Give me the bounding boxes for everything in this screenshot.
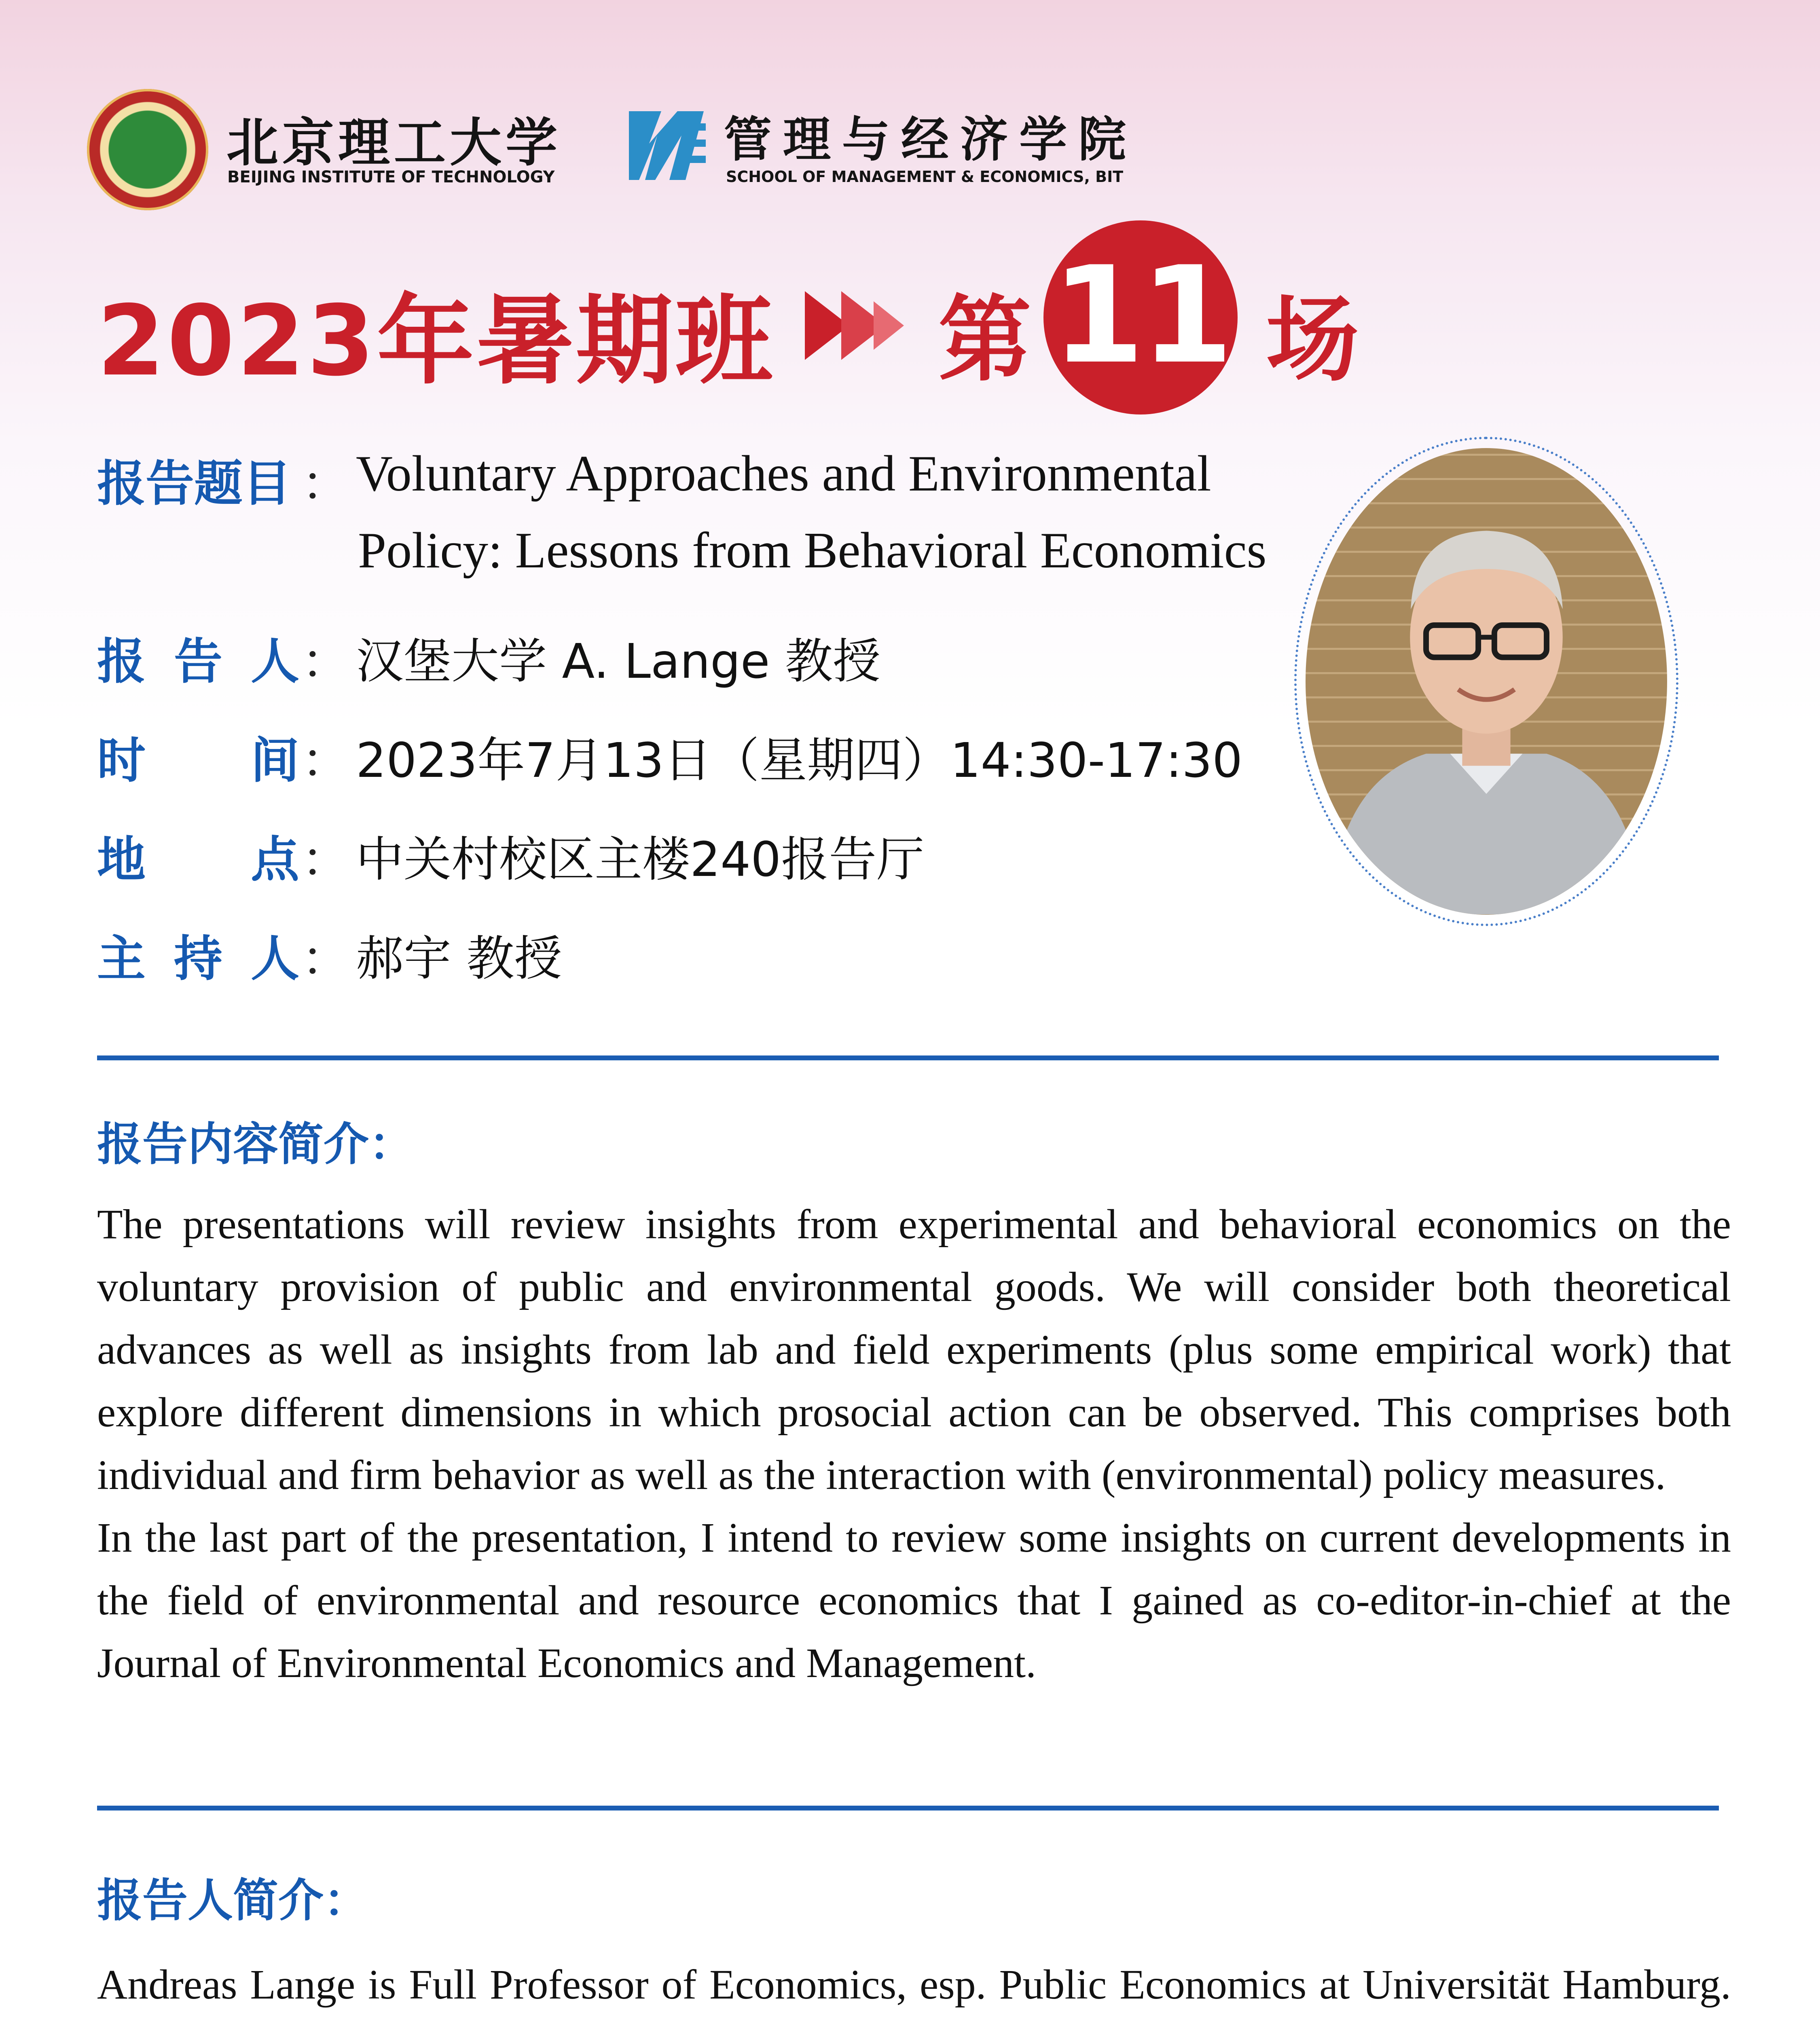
bio-title: 报告人简介：	[97, 1874, 369, 1927]
person-photo-icon	[1306, 448, 1667, 915]
bio-text	[97, 1953, 1731, 2022]
host-label	[97, 920, 299, 990]
time-colon: ：	[301, 733, 350, 789]
speaker-label-char: 报	[97, 634, 146, 690]
time-label	[97, 722, 299, 791]
time-label-char: 间	[251, 733, 299, 789]
school-name-cn: 管理与经济学院	[724, 111, 1138, 167]
abstract-paragraph-1: The presentations will review insights from experimental and behavioral economics on the voluntary provision of public and environmental goods. We will consider both theoretical advances as well as insights from lab and field experiments (plus some empirical work) that explore different dimensions in which prosocial action can be observed. This comprises both individual and firm behavior as well as the interaction with (environmental) policy measures.	[97, 1201, 1731, 1498]
program-title: 2023年暑期班	[97, 284, 775, 398]
arrow-right-icon	[805, 291, 910, 360]
host-label-char: 持	[174, 931, 222, 987]
host-label-char: 人	[251, 931, 299, 987]
host-label-char: 主	[97, 931, 146, 987]
topic-colon: ：	[301, 456, 350, 512]
speaker-label-char: 告	[174, 634, 222, 690]
bit-emblem-logo	[87, 89, 208, 210]
bio-paragraph: Andreas Lange is Full Professor of Economics, esp. Public Economics at Universität Hamburg.	[97, 1961, 1731, 2008]
abstract-text	[97, 1193, 1731, 1694]
session-number-badge: 11	[1043, 220, 1238, 415]
speaker-colon: ：	[301, 634, 350, 690]
bit-name-en: BEIJING INSTITUTE OF TECHNOLOGY	[227, 168, 555, 186]
host-value: 郝宇 教授	[356, 931, 562, 986]
school-name-en: SCHOOL OF MANAGEMENT & ECONOMICS, BIT	[726, 168, 1124, 186]
speaker-value: 汉堡大学 A. Lange 教授	[356, 633, 881, 689]
time-value: 2023年7月13日（星期四）14:30-17:30	[356, 732, 1243, 788]
place-colon: ：	[301, 832, 350, 888]
place-label-char: 地	[97, 832, 146, 888]
section-divider	[97, 1806, 1719, 1810]
topic-line-2: Policy: Lessons from Behavioral Economics	[358, 522, 1267, 579]
place-label-char: 点	[251, 832, 299, 888]
topic-label: 报告题目	[97, 456, 291, 512]
time-label-char: 时	[97, 733, 146, 789]
speaker-photo	[1306, 448, 1667, 915]
section-divider	[97, 1055, 1719, 1060]
bit-name-cn: 北京理工大学	[226, 112, 562, 173]
abstract-paragraph-2: In the last part of the presentation, I intend to review some insights on current developments in the field of environmental and resource economics that I gained as co-editor-in-chief at the Journal of Environmental Economics and Management.	[97, 1514, 1731, 1686]
abstract-title: 报告内容简介：	[97, 1118, 414, 1171]
topic-line-1: Voluntary Approaches and Environmental	[356, 446, 1211, 502]
speaker-label-char: 人	[251, 634, 299, 690]
session-suffix: 场	[1266, 285, 1359, 394]
school-logo	[625, 99, 708, 188]
speaker-portrait	[1294, 437, 1678, 926]
speaker-label	[97, 623, 299, 692]
session-prefix: 第	[938, 285, 1032, 394]
place-value: 中关村校区主楼240报告厅	[356, 831, 925, 887]
host-colon: ：	[301, 931, 350, 987]
place-label	[97, 821, 299, 890]
